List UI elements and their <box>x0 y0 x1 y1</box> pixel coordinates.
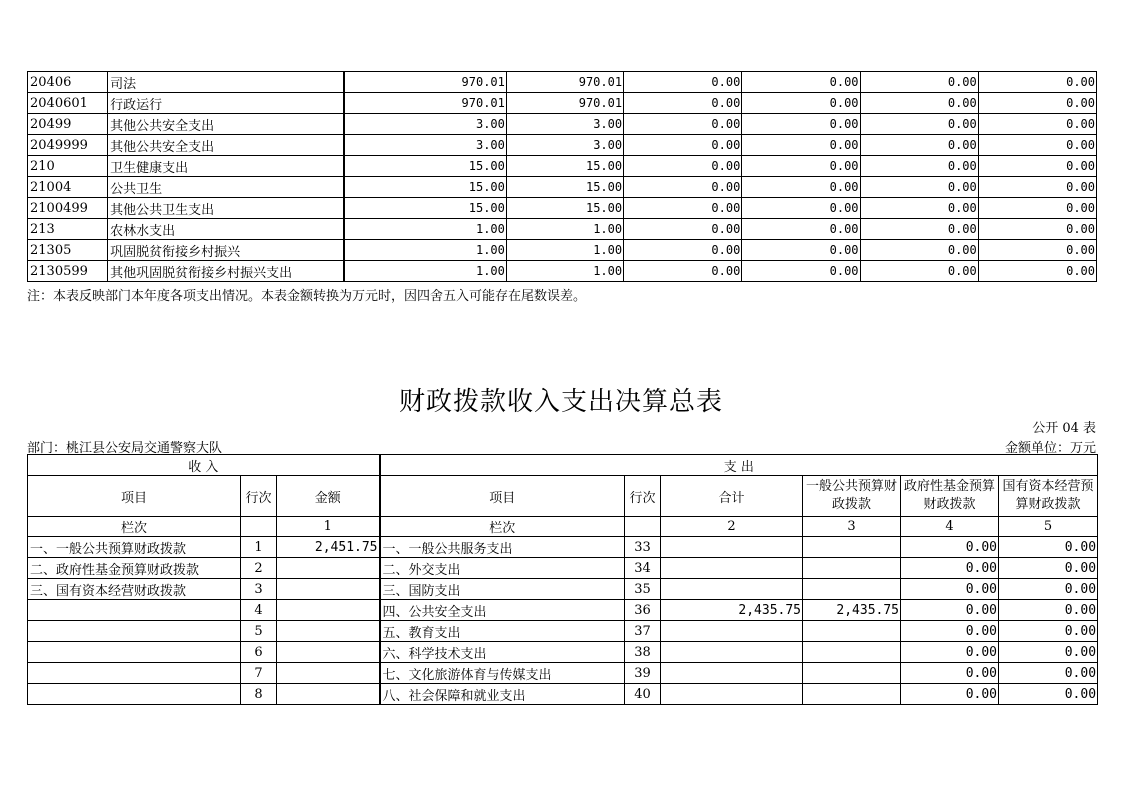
expense-item-header: 项目 <box>380 476 625 517</box>
row-value-3: 0.00 <box>624 135 742 156</box>
income-item <box>28 600 241 621</box>
table-row <box>28 240 1097 261</box>
table-row <box>28 177 1097 198</box>
row-value-2: 3.00 <box>506 135 623 156</box>
row-value-3: 0.00 <box>624 72 742 93</box>
row-value-4: 0.00 <box>742 93 860 114</box>
row-value-2: 1.00 <box>506 261 623 282</box>
income-item-header: 项目 <box>28 476 241 517</box>
row-name: 其他公共卫生支出 <box>108 198 344 219</box>
expense-line-no: 34 <box>625 558 661 579</box>
row-value-2: 970.01 <box>506 93 623 114</box>
expense-col-5: 5 <box>999 517 1098 537</box>
expense-item: 八、社会保障和就业支出 <box>380 684 625 705</box>
table-row <box>28 135 1097 156</box>
row-value-1: 15.00 <box>344 198 506 219</box>
row-value-2: 970.01 <box>506 72 623 93</box>
row-code: 2130599 <box>28 261 108 282</box>
amount-unit-label: 金额单位：万元 <box>1004 441 1096 456</box>
expense-line-no: 39 <box>625 663 661 684</box>
table-row <box>28 579 1098 600</box>
row-value-6: 0.00 <box>978 135 1096 156</box>
row-value-3: 0.00 <box>624 240 742 261</box>
form-number: 公开 04 表 <box>1032 421 1096 436</box>
expense-total <box>661 621 803 642</box>
row-value-4: 0.00 <box>742 198 860 219</box>
row-value-4: 0.00 <box>742 177 860 198</box>
table-note: 注：本表反映部门本年度各项支出情况。本表金额转换为万元时，因四舍五入可能存在尾数误差。 <box>27 289 587 304</box>
income-col-1: 1 <box>277 517 380 537</box>
table-row <box>28 558 1098 579</box>
table-row <box>28 600 1098 621</box>
gov-fund-amount: 0.00 <box>901 537 999 558</box>
row-value-2: 3.00 <box>506 114 623 135</box>
row-value-3: 0.00 <box>624 219 742 240</box>
income-item <box>28 684 241 705</box>
row-value-4: 0.00 <box>742 135 860 156</box>
state-capital-amount: 0.00 <box>999 684 1098 705</box>
general-budget-amount <box>803 642 901 663</box>
income-line-no: 2 <box>241 558 277 579</box>
row-value-2: 1.00 <box>506 219 623 240</box>
row-value-5: 0.00 <box>860 93 978 114</box>
income-amount <box>277 579 380 600</box>
income-amount <box>277 684 380 705</box>
expense-header: 支 出 <box>380 455 1098 476</box>
row-name: 行政运行 <box>108 93 344 114</box>
row-value-6: 0.00 <box>978 198 1096 219</box>
income-line-no: 5 <box>241 621 277 642</box>
expense-total <box>661 642 803 663</box>
state-capital-amount: 0.00 <box>999 600 1098 621</box>
department-label: 部门：桃江县公安局交通警察大队 <box>27 441 223 456</box>
row-value-5: 0.00 <box>860 261 978 282</box>
income-line-no-header: 行次 <box>241 476 277 517</box>
row-value-6: 0.00 <box>978 93 1096 114</box>
row-value-3: 0.00 <box>624 114 742 135</box>
expense-line-no: 40 <box>625 684 661 705</box>
row-value-3: 0.00 <box>624 177 742 198</box>
row-value-1: 1.00 <box>344 219 506 240</box>
income-header: 收 入 <box>28 455 380 476</box>
row-code: 2100499 <box>28 198 108 219</box>
row-value-5: 0.00 <box>860 156 978 177</box>
expense-total <box>661 684 803 705</box>
income-item: 三、国有资本经营财政拨款 <box>28 579 241 600</box>
table-row <box>28 663 1098 684</box>
row-name: 其他巩固脱贫衔接乡村振兴支出 <box>108 261 344 282</box>
gov-fund-amount: 0.00 <box>901 600 999 621</box>
general-budget-amount <box>803 537 901 558</box>
row-code: 2040601 <box>28 93 108 114</box>
income-line-no: 3 <box>241 579 277 600</box>
general-budget-amount: 2,435.75 <box>803 600 901 621</box>
expense-item: 一、一般公共服务支出 <box>380 537 625 558</box>
row-value-3: 0.00 <box>624 261 742 282</box>
income-line-no: 8 <box>241 684 277 705</box>
income-item: 一、一般公共预算财政拨款 <box>28 537 241 558</box>
row-value-2: 1.00 <box>506 240 623 261</box>
table-row <box>28 198 1097 219</box>
row-code: 20499 <box>28 114 108 135</box>
gov-fund-amount: 0.00 <box>901 684 999 705</box>
gov-fund-amount: 0.00 <box>901 579 999 600</box>
row-code: 210 <box>28 156 108 177</box>
income-amount <box>277 621 380 642</box>
row-value-5: 0.00 <box>860 135 978 156</box>
general-budget-amount <box>803 684 901 705</box>
expense-item: 七、文化旅游体育与传媒支出 <box>380 663 625 684</box>
row-value-4: 0.00 <box>742 219 860 240</box>
income-line-no: 1 <box>241 537 277 558</box>
row-code: 20406 <box>28 72 108 93</box>
row-value-6: 0.00 <box>978 219 1096 240</box>
general-budget-amount <box>803 663 901 684</box>
row-value-6: 0.00 <box>978 240 1096 261</box>
row-value-4: 0.00 <box>742 261 860 282</box>
expense-total <box>661 558 803 579</box>
income-amount: 2,451.75 <box>277 537 380 558</box>
income-amount <box>277 600 380 621</box>
general-budget-amount <box>803 621 901 642</box>
general-budget-amount <box>803 558 901 579</box>
row-code: 2049999 <box>28 135 108 156</box>
expense-item: 五、教育支出 <box>380 621 625 642</box>
row-code: 21004 <box>28 177 108 198</box>
income-amount <box>277 642 380 663</box>
income-line-no: 4 <box>241 600 277 621</box>
row-value-1: 3.00 <box>344 114 506 135</box>
income-item: 二、政府性基金预算财政拨款 <box>28 558 241 579</box>
income-item <box>28 621 241 642</box>
expense-item: 六、科学技术支出 <box>380 642 625 663</box>
income-line-no: 7 <box>241 663 277 684</box>
state-capital-amount: 0.00 <box>999 558 1098 579</box>
expense-total <box>661 537 803 558</box>
row-name: 巩固脱贫衔接乡村振兴 <box>108 240 344 261</box>
expense-col-4: 4 <box>901 517 999 537</box>
income-col-blank <box>241 517 277 537</box>
table-row <box>28 261 1097 282</box>
report-title: 财政拨款收入支出决算总表 <box>398 387 723 417</box>
state-capital-amount: 0.00 <box>999 621 1098 642</box>
state-capital-amount: 0.00 <box>999 642 1098 663</box>
row-code: 21305 <box>28 240 108 261</box>
state-capital-header: 国有资本经营预算财政拨款 <box>999 476 1098 517</box>
table-row <box>28 114 1097 135</box>
row-value-5: 0.00 <box>860 240 978 261</box>
row-value-1: 970.01 <box>344 72 506 93</box>
row-value-1: 1.00 <box>344 240 506 261</box>
expenditure-detail-table <box>27 71 1097 282</box>
row-value-6: 0.00 <box>978 114 1096 135</box>
table-row <box>28 93 1097 114</box>
row-value-1: 1.00 <box>344 261 506 282</box>
row-value-5: 0.00 <box>860 177 978 198</box>
row-value-1: 970.01 <box>344 93 506 114</box>
gov-fund-header: 政府性基金预算财政拨款 <box>901 476 999 517</box>
expense-col-3: 3 <box>803 517 901 537</box>
row-name: 其他公共安全支出 <box>108 135 344 156</box>
table-row <box>28 156 1097 177</box>
row-value-2: 15.00 <box>506 156 623 177</box>
row-value-4: 0.00 <box>742 156 860 177</box>
row-value-3: 0.00 <box>624 93 742 114</box>
row-value-5: 0.00 <box>860 72 978 93</box>
row-value-4: 0.00 <box>742 114 860 135</box>
row-value-1: 3.00 <box>344 135 506 156</box>
gov-fund-amount: 0.00 <box>901 642 999 663</box>
row-value-4: 0.00 <box>742 72 860 93</box>
state-capital-amount: 0.00 <box>999 537 1098 558</box>
row-name: 其他公共安全支出 <box>108 114 344 135</box>
row-value-3: 0.00 <box>624 198 742 219</box>
expense-line-no: 37 <box>625 621 661 642</box>
row-value-5: 0.00 <box>860 114 978 135</box>
expense-line-no: 38 <box>625 642 661 663</box>
expense-item: 四、公共安全支出 <box>380 600 625 621</box>
row-name: 农林水支出 <box>108 219 344 240</box>
income-amount <box>277 663 380 684</box>
expense-item: 三、国防支出 <box>380 579 625 600</box>
row-name: 公共卫生 <box>108 177 344 198</box>
gov-fund-amount: 0.00 <box>901 558 999 579</box>
income-amount <box>277 558 380 579</box>
row-code: 213 <box>28 219 108 240</box>
expense-line-no: 36 <box>625 600 661 621</box>
income-item <box>28 663 241 684</box>
row-value-5: 0.00 <box>860 219 978 240</box>
table-row <box>28 642 1098 663</box>
row-value-6: 0.00 <box>978 156 1096 177</box>
expense-col-label: 栏次 <box>380 517 625 537</box>
table-row <box>28 219 1097 240</box>
income-expense-summary-table <box>27 454 1098 705</box>
income-col-label: 栏次 <box>28 517 241 537</box>
income-line-no: 6 <box>241 642 277 663</box>
row-value-4: 0.00 <box>742 240 860 261</box>
row-value-1: 15.00 <box>344 177 506 198</box>
expense-total: 2,435.75 <box>661 600 803 621</box>
expense-line-no: 35 <box>625 579 661 600</box>
row-value-2: 15.00 <box>506 198 623 219</box>
expense-total <box>661 579 803 600</box>
expense-line-no: 33 <box>625 537 661 558</box>
row-value-1: 15.00 <box>344 156 506 177</box>
row-value-2: 15.00 <box>506 177 623 198</box>
table-row <box>28 684 1098 705</box>
row-name: 卫生健康支出 <box>108 156 344 177</box>
expense-col-blank <box>625 517 661 537</box>
row-value-5: 0.00 <box>860 198 978 219</box>
state-capital-amount: 0.00 <box>999 579 1098 600</box>
expense-total <box>661 663 803 684</box>
state-capital-amount: 0.00 <box>999 663 1098 684</box>
table-row <box>28 621 1098 642</box>
row-value-6: 0.00 <box>978 177 1096 198</box>
table-row <box>28 537 1098 558</box>
general-budget-amount <box>803 579 901 600</box>
total-header: 合计 <box>661 476 803 517</box>
row-value-3: 0.00 <box>624 156 742 177</box>
row-value-6: 0.00 <box>978 261 1096 282</box>
row-value-6: 0.00 <box>978 72 1096 93</box>
row-name: 司法 <box>108 72 344 93</box>
gov-fund-amount: 0.00 <box>901 621 999 642</box>
expense-col-2: 2 <box>661 517 803 537</box>
table-row <box>28 72 1097 93</box>
expense-line-no-header: 行次 <box>625 476 661 517</box>
general-budget-header: 一般公共预算财政拨款 <box>803 476 901 517</box>
income-item <box>28 642 241 663</box>
expense-item: 二、外交支出 <box>380 558 625 579</box>
gov-fund-amount: 0.00 <box>901 663 999 684</box>
income-amount-header: 金额 <box>277 476 380 517</box>
